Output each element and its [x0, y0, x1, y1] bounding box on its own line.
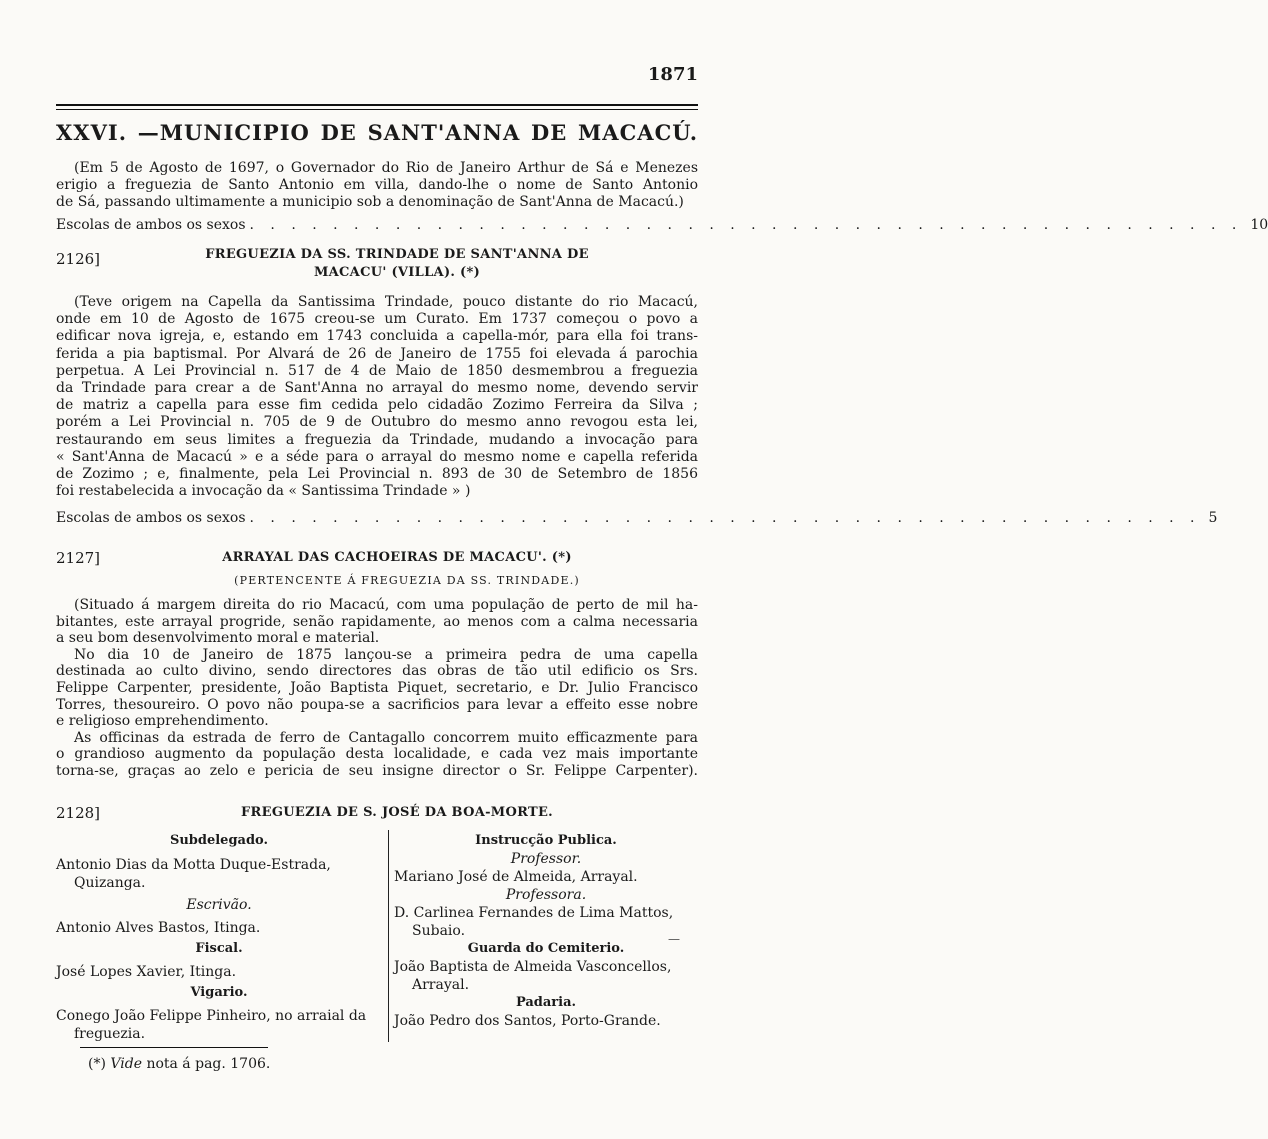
person-entry: Antonio Alves Bastos, Itinga. [56, 920, 261, 936]
text-line: edificar nova igreja, e, estando em 1743 concluida a capella-mór, para ella foi trans- [56, 328, 698, 345]
text-line: de matriz a capella para esse fim cedida pelo cidadão Zozimo Ferreira da Silva ; [56, 397, 698, 414]
text-line: porém a Lei Provincial n. 705 de 9 de Outubro do mesmo anno revogou esta lei, [56, 414, 698, 431]
leader-dots: . . . . . . . . . . . . . . . . . . . . . . . . . . . . . . . . . . . . . . . . . . . . . . . . [249, 217, 1243, 233]
role-heading: Vigario. [190, 985, 248, 1000]
text-line: e religioso emprehendimento. [56, 713, 269, 730]
page-number: 1871 [647, 64, 698, 85]
role-heading: Guarda do Cemiterio. [467, 941, 625, 956]
footnote-text: nota á pag. 1706. [146, 1056, 271, 1072]
entry-2126-text [56, 294, 698, 500]
text-line: foi restabelecida a invocação da « Santissima Trindade » ) [56, 483, 471, 500]
person-entry: Conego João Felippe Pinheiro, no arraial da freguezia. [56, 1008, 367, 1042]
text-line: restaurando em seus limites a freguezia da Trindade, mudando a invocação para [56, 431, 698, 448]
text-line: a seu bom desenvolvimento moral e material. [56, 630, 380, 647]
text-line: No dia 10 de Janeiro de 1875 lançou-se a primeira pedra de uma capella [74, 646, 698, 663]
footnote-rule [80, 1047, 268, 1048]
text-line: de Zozimo ; e, finalmente, pela Lei Provincial n. 893 de 30 de Setembro de 1856 [56, 466, 698, 483]
text-line: Torres, thesoureiro. O povo não poupa-se a sacrificios para levar a effeito esse nobre [56, 696, 698, 713]
entry-number: 2126] [56, 250, 101, 268]
entry-heading [136, 246, 658, 282]
entry-2126-header [56, 246, 698, 286]
role-heading: Fiscal. [195, 941, 243, 956]
text-line: o grandioso augmento da população desta localidade, e cada vez mais importante [56, 746, 698, 763]
left-column [56, 832, 382, 1043]
schools-label: Escolas de ambos os sexos [56, 510, 246, 526]
intro-paragraph [56, 160, 698, 211]
column-divider [388, 830, 389, 1042]
text-line: perpetua. A Lei Provincial n. 517 de 4 de Maio de 1850 desmembrou a freguezia [56, 362, 698, 379]
entry-2127-subheading: (PERTENCENTE Á FREGUEZIA DA SS. TRINDADE.) [234, 574, 580, 587]
role-heading: Subdelegado. [169, 833, 269, 848]
schools-count: 10 [1250, 217, 1268, 233]
municipio-title: XXVI. —MUNICIPIO DE SANT'ANNA DE MACACÚ. [56, 120, 698, 145]
footnote-vide: Vide [110, 1056, 142, 1072]
role-heading: Padaria. [515, 995, 577, 1010]
text-line: da Trindade para crear a de Sant'Anna no arrayal do mesmo nome, devendo servir [56, 380, 698, 397]
schools-count: 5 [1208, 510, 1218, 526]
text-line: ferida a pia baptismal. Por Alvará de 26 de Janeiro de 1755 foi elevada á parochia [56, 345, 698, 362]
person-entry: D. Carlinea Fernandes de Lima Mattos, Subaio. [394, 905, 674, 939]
entry-2127-header [56, 549, 698, 571]
entry-heading: ARRAYAL DAS CACHOEIRAS DE MACACU'. (*) [222, 550, 572, 565]
entry-number: 2128] [56, 804, 101, 822]
text-line: Felippe Carpenter, presidente, João Baptista Piquet, secretario, e Dr. Julio Francisco [56, 679, 698, 696]
header-rule [56, 104, 698, 106]
entry-heading-line: FREGUEZIA DA SS. TRINDADE DE SANT'ANNA DE [205, 247, 589, 262]
text-line: bitantes, este arrayal progride, senão rapidamente, ao menos com a calma necessaria [56, 613, 698, 630]
schools-label: Escolas de ambos os sexos [56, 217, 246, 233]
person-entry: Antonio Dias da Motta Duque-Estrada, Quizanga. [56, 857, 331, 891]
text-line: As officinas da estrada de ferro de Cantagallo concorrem muito efficazmente para [74, 729, 698, 746]
text-line: « Sant'Anna de Macacú » e a séde para o arrayal do mesmo nome e capella referida [56, 448, 698, 465]
entry-number: 2127] [56, 549, 101, 567]
role-heading: Escrivão. [186, 897, 252, 913]
text-line: (Teve origem na Capella da Santissima Trindade, pouco distante do rio Macacú, [74, 294, 698, 310]
entry-2128-header [56, 804, 698, 826]
entry-heading-line: MACACU' (VILLA). (*) [313, 265, 481, 280]
text-line: destinada ao culto divino, sendo directores das obras de tão util edificio os Srs. [56, 663, 698, 680]
person-entry: Mariano José de Almeida, Arrayal. [394, 869, 638, 885]
leader-dots: . . . . . . . . . . . . . . . . . . . . . . . . . . . . . . . . . . . . . . . . . . . . . . [249, 510, 1201, 526]
text-line: (Situado á margem direita do rio Macacú, com uma população de perto de mil ha- [74, 597, 698, 613]
footnote-marker: (*) [88, 1056, 106, 1072]
role-heading: Instrucção Publica. [475, 833, 617, 848]
role-heading: Professor. [510, 851, 582, 867]
role-heading: Professora. [505, 887, 587, 903]
intro-line: erigio a freguezia de Santo Antonio em villa, dando-lhe o nome de Santo Antonio [56, 177, 698, 193]
text-line: torna-se, graças ao zelo e pericia de seu insigne director o Sr. Felippe Carpenter). [56, 762, 698, 779]
intro-line: (Em 5 de Agosto de 1697, o Governador do Rio de Janeiro Arthur de Sá e Menezes [74, 160, 698, 176]
footnote [88, 1056, 270, 1072]
person-entry: José Lopes Xavier, Itinga. [56, 964, 237, 980]
person-entry: João Pedro dos Santos, Porto-Grande. [394, 1013, 661, 1029]
entry-heading: FREGUEZIA DE S. JOSÉ DA BOA-MORTE. [241, 805, 553, 820]
right-column [394, 832, 698, 1030]
text-line: onde em 10 de Agosto de 1675 creou-se um Curato. Em 1737 começou o povo a [56, 311, 698, 328]
margin-mark: — [668, 932, 680, 946]
header-rule-thin [56, 109, 698, 110]
schools-line-1 [56, 217, 1268, 233]
person-entry: João Baptista de Almeida Vasconcellos, Arrayal. [394, 959, 672, 993]
intro-line: de Sá, passando ultimamente a municipio sob a denominação de Sant'Anna de Macacú.) [56, 194, 684, 210]
schools-line-2 [56, 510, 1218, 526]
entry-2127-text [56, 597, 698, 780]
